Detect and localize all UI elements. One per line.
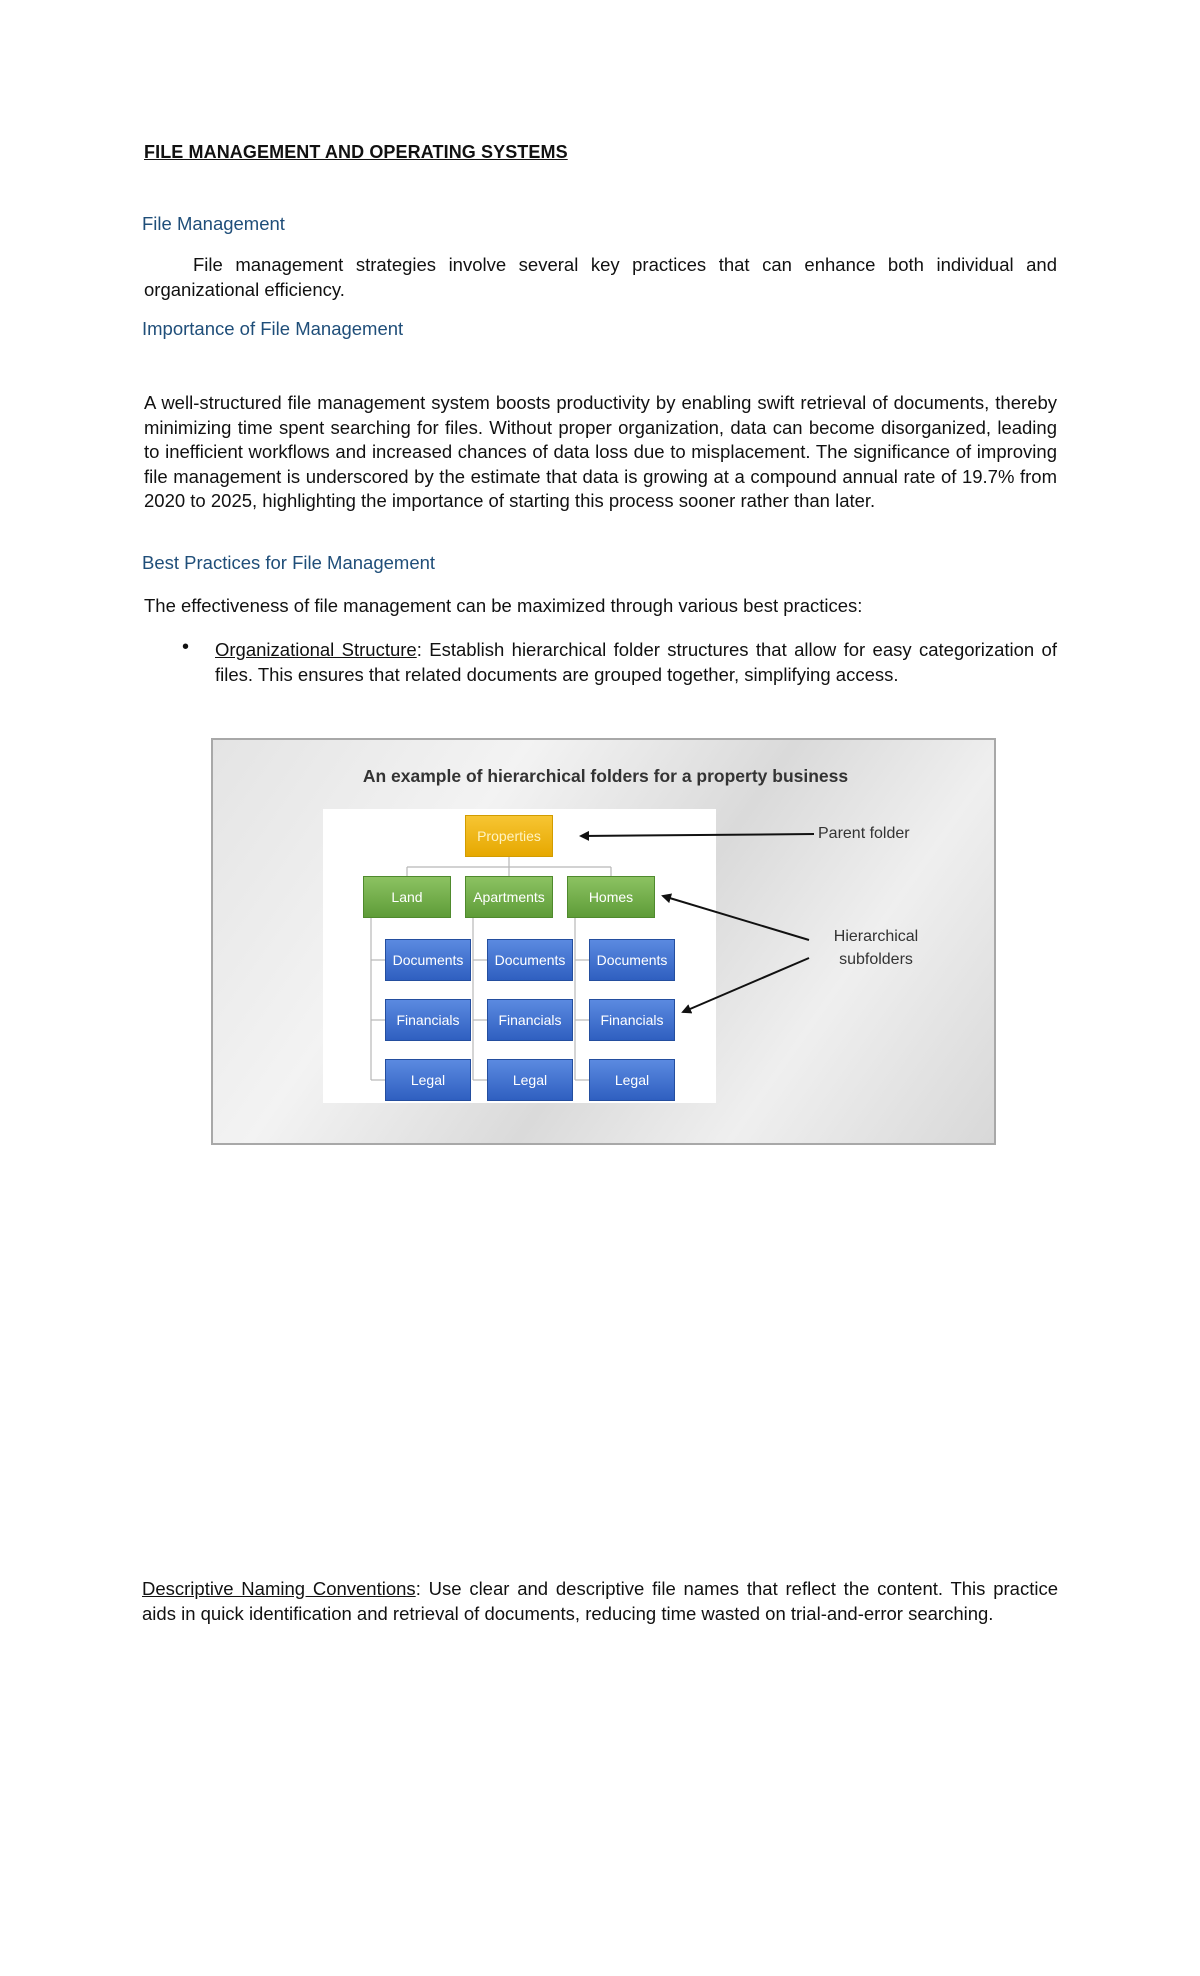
folder-homes-financials: Financials (589, 999, 675, 1041)
folder-apartments-legal: Legal (487, 1059, 573, 1101)
heading-file-management: File Management (142, 213, 285, 234)
naming-term: Descriptive Naming Conventions (142, 1578, 416, 1599)
folder-level1-homes: Homes (567, 876, 655, 918)
label-subfolders-line1: Hierarchical (833, 928, 919, 945)
bullet-description: : Establish hierarchical folder structures that allow for easy categorization of files. This ensures that related documents are grouped together, simplifying access. (215, 639, 1057, 685)
heading-best-practices: Best Practices for File Management (142, 552, 436, 573)
folder-apartments-documents: Documents (487, 939, 573, 981)
label-subfolders-line2: subfolders (839, 951, 913, 968)
folder-root: Properties (465, 815, 553, 857)
figure-title: An example of hierarchical folders for a property business (362, 766, 849, 786)
folder-land-financials: Financials (385, 999, 471, 1041)
label-parent-folder: Parent folder (818, 825, 910, 842)
naming-description: : Use clear and descriptive file names that reflect the content. This practice aids in quick identification and retrieval of documents, reducing time wasted on trial-and-error searching. (142, 1578, 1058, 1624)
folder-land-legal: Legal (385, 1059, 471, 1101)
arrow-parent-folder (581, 834, 814, 836)
bullet-icon: • (182, 636, 190, 658)
folder-apartments-financials: Financials (487, 999, 573, 1041)
arrow-subfolders-bottom (683, 958, 809, 1012)
folder-homes-documents: Documents (589, 939, 675, 981)
folder-homes-legal: Legal (589, 1059, 675, 1101)
hierarchy-figure (211, 738, 996, 1145)
folder-level1-land: Land (363, 876, 451, 918)
bullet-text (215, 637, 1057, 687)
best-practices-intro: The effectiveness of file management can be maximized through various best practices: (144, 595, 863, 616)
importance-paragraph: A well-structured file management system boosts productivity by enabling swift retrieval of documents, thereby minimizing time spent searching for files. Without proper organization, data can become disorganized, leading to inefficient workflows and increased chances of data loss due to misplacement. The significance of improving file management is underscored by the estimate that data is growing at a compound annual rate of 19.7% from 2020 to 2025, highlighting the importance of starting this process sooner rather than later. (144, 392, 1057, 511)
heading-importance: Importance of File Management (142, 318, 404, 339)
intro-paragraph: File management strategies involve several key practices that can enhance both individual and organizational efficiency. (144, 254, 1057, 300)
folder-level1-apartments: Apartments (465, 876, 553, 918)
document-title: FILE MANAGEMENT AND OPERATING SYSTEMS (144, 142, 568, 162)
bullet-term: Organizational Structure (215, 639, 417, 660)
arrow-subfolders-top (663, 896, 809, 940)
folder-land-documents: Documents (385, 939, 471, 981)
naming-conventions-paragraph (142, 1577, 1058, 1626)
